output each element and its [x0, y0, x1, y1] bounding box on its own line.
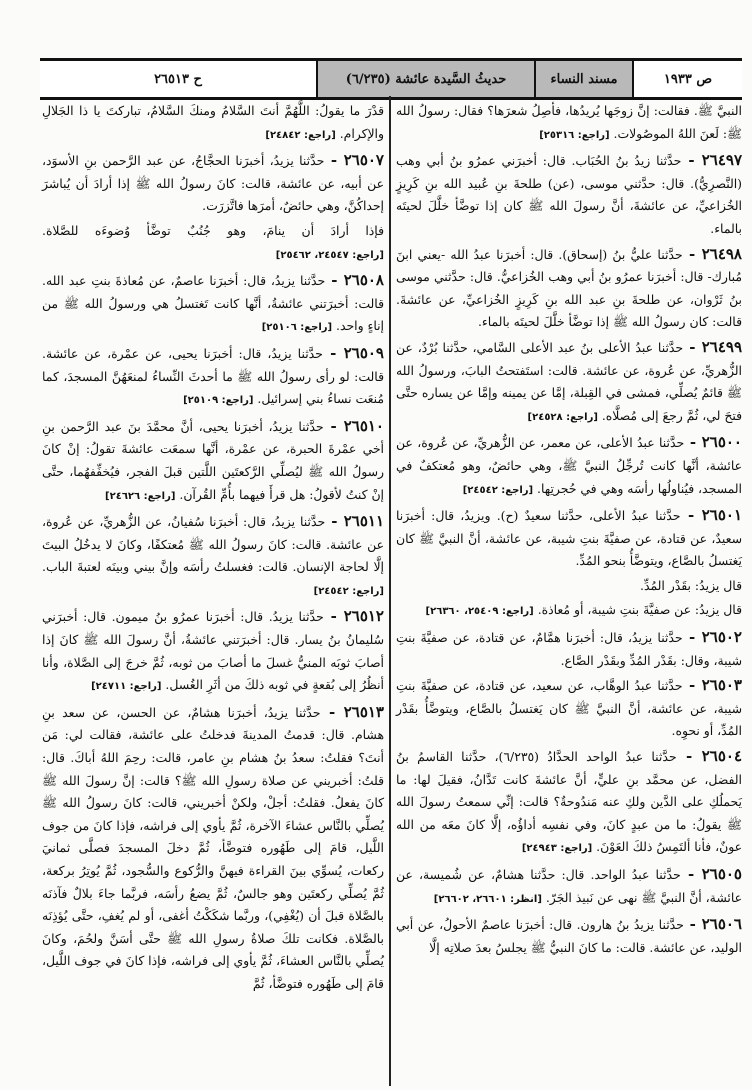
- hadith-entry: [396, 575, 742, 598]
- hadith-entry: [42, 415, 384, 508]
- column-divider: [389, 96, 391, 1086]
- hadith-text: حدَّثنا يزيدُ بنُ هارون. قال: أخبرَنا عاصمٌ الأحولُ، عن أبي الوليد، عن عائشة. قالت: ما كانَ النبيُّ ﷺ يجلسُ بعدَ صلاتِه إلَّا: [396, 917, 742, 955]
- page-number: ص ١٩٣٣: [632, 61, 742, 97]
- hadith-number: ٢٦٥٠٠ -: [684, 433, 742, 452]
- hadith-entry: [42, 342, 384, 413]
- hadith-entry: [396, 674, 742, 743]
- hadith-number: ٢٦٥٠٣ -: [682, 676, 742, 695]
- hadith-text: حدَّثنا عبدُ الأعلى، عن معمر، عن الزُّهريِّ، عن عُروة، عن عائشة، أنَّها كانت تُرجِّلُ النبيَّ ﷺ، وهي حائضٌ، وهو مُعتكفٌ في المسجد، فيُناولُها رأسَه وهي في حُجرتِها.: [396, 435, 742, 496]
- cross-reference: [انظر: ٢٦٦٠١، ٢٦٦٠٢]: [433, 893, 542, 905]
- hadith-number: ٢٦٥١٢ -: [323, 607, 384, 626]
- hadith-text: حدَّثنا يزيدُ، قال: أخبرَنا عاصمٌ، عن مُعاذةَ بنتِ عبد الله. قالت: أخبرَتني عائشةُ، أنَّها كانت تَغتسلُ هي ورسولُ الله ﷺ من إناءٍ واحد.: [42, 273, 384, 334]
- hadith-entry: [42, 220, 384, 267]
- hadith-entry: [396, 626, 742, 672]
- hadith-number: ٢٦٤٩٨ -: [682, 244, 742, 263]
- hadith-number: ٢٦٥٠٤ -: [676, 747, 743, 766]
- hadith-text: حدَّثنا يزيدُ. قال: أخبرَنا عمرُو بنُ ميمون. قال: أخبرَني سُليمانُ بنُ يسار. قال: أخبرَتني عائشةُ، أنَّ رسولَ الله ﷺ كانَ إذا أصابَ ثوبَه المنيُّ غسلَ ما أصابَ من ثوبه، ثُمَّ خرجَ إلى الصَّلاة، وأنا أنظُرُ إلى بُقعةٍ في ثوبه ذلكَ من أثَرِ الغُسل.: [42, 609, 384, 693]
- section-title: حديثُ السَّيدة عائشة (٦/٢٣٥): [316, 61, 534, 97]
- hadith-entry: [396, 745, 742, 861]
- cross-reference: [راجع: ٢٥١٠٩]: [183, 395, 254, 407]
- hadith-number: ٢٦٤٩٧ -: [681, 151, 743, 170]
- left-column: [42, 98, 384, 996]
- hadith-entry: [396, 913, 742, 959]
- hadith-text: حدَّثنا يزيدُ، قال: أخبرَنا سُفيانُ، عن الزُّهريِّ، عن عُروة، عن عائشة. قالت: كانَ رسولُ الله ﷺ مُعتكفًا، وكانَ لا يدخُلُ البيتَ إلَّا لحاجة الإنسان. قالت: فغسلتُ رأسَه وإنَّ بيني وبينَه لعتبةَ الباب.: [42, 514, 384, 575]
- hadith-entry: [396, 863, 742, 911]
- cross-reference: [راجع: ٢٤٧١١]: [91, 681, 162, 693]
- hadith-entry: [396, 504, 742, 573]
- hadith-entry: [396, 243, 742, 334]
- hadith-entry: [396, 599, 742, 624]
- hadith-text: حدَّثنا يزيدُ، قال: أخبرَنا يحيى، عن عمْرة، عن عائشة. قالت: لو رأى رسولُ الله ﷺ ما أحدثَ النِّساءُ لمنعَهُنَّ المسجدَ، كما مُنعَت نساءُ بني إسرائيل.: [42, 345, 384, 407]
- hadith-text: قدْرَ ما يقولُ: اللَّهُمَّ أنتَ السَّلامُ ومنكَ السَّلامُ، تباركتَ يا ذا الجَلالِ والإكرام.: [42, 103, 384, 141]
- book-title: مسند النساء: [534, 61, 632, 97]
- cross-reference: [راجع: ٢٤٩٤٣]: [521, 843, 593, 855]
- hadith-range: ح ٢٦٥١٣: [40, 61, 316, 97]
- hadith-entry: [42, 510, 384, 603]
- hadith-text: حدَّثنا زيدُ بنُ الحُبَاب. قال: أخبرَني عمرُو بنُ أبي وهب (النَّصرِيُّ). قال: حدَّثني موسى، (عن) طلحةَ بنِ عُبيد الله بنِ كَرِيزٍ الخُزاعيِّ، عن عائشةَ، أنَّ رسولَ الله ﷺ كان إذا توضَّأ خلَّلَ لحيتَه بالماء.: [396, 153, 742, 236]
- hadith-text: النبيَّ ﷺ. فقالت: إنَّ زوجَها يُريدُها، فأصِلُ شعرَها؟ فقال: رسولُ الله ﷺ: لَعنَ اللهُ الموصُولات.: [396, 103, 742, 141]
- hadith-text: حدَّثنا عبدُ الأعلى بنُ عبد الأعلى السَّامي، حدَّثنا بُرْدٌ، عن الزُّهريِّ، عن عُروة، عن عائشة. قالت: استَفتحتُ البابَ، ورسولُ الله ﷺ قائمٌ يُصلِّي، فمشى في القِبلة، إمَّا عن يمينه وإمَّا عن يساره حتَّى فتحَ لي، ثُمَّ رجعَ إلى مُصلَّاه.: [396, 339, 742, 423]
- hadith-text: حدَّثنا عبدُ الواحد الحدَّادُ (٦/٢٣٥)، حدَّثنا القاسمُ بنُ الفضل، عن محمَّد بنِ عليٍّ، أنَّ عائشةَ كانت تَدَّانُ، فقيلَ لها: ما يَحملُكِ على الدَّين ولكِ عنه مَندُوحةٌ؟ قالت: إنِّي سمعتُ رسولَ الله ﷺ يقولُ: ما من عبدٍ كانَ، وفي نفسِه أداؤُه، إلَّا كانَ معَه من الله عونٌ، فأنا ألتَمِسُ ذلكَ العَوْنَ.: [396, 749, 742, 855]
- hadith-number: ٢٦٥١١ -: [325, 512, 385, 531]
- cross-reference: [راجع: ٢٥٣١٦]: [539, 129, 610, 141]
- hadith-text: فإذا أرادَ أن ينامَ، وهو جُنُبٌ توضَّأ وُضوءَه للصَّلاة.: [42, 222, 384, 238]
- hadith-text: حدَّثنا يزيدُ، أخبرَنا يحيى، أنَّ محمَّدَ بنَ عبد الرَّحمن بنِ أخي عمْرةَ الحبرة، عن عمْرة، أنَّها سمعَت عائشةَ تقولُ: إنْ كانَ رسولُ الله ﷺ ليُصلِّي الرَّكعتَين اللَّتين قبلَ الفجر، فيُخفِّفهُما، حتَّى إنْ كنتُ لأقولُ: هل قرأَ فيهما بأُمِّ القُرآن.: [42, 418, 384, 502]
- hadith-number: ٢٦٥١٠ -: [323, 416, 384, 435]
- hadith-entry: [396, 100, 742, 147]
- hadith-text: حدَّثنا عليُّ بنُ (إسحاق). قال: أخبرَنا عبدُ الله -يعني ابنَ مُبارك- قال: أخبرَنا عمرُو بنُ أبي وهب الخُزاعيُّ. قال: حدَّثني موسى بنُ ثَرْوان، عن طلحةَ بنِ عبد الله بنِ كَرِيزٍ الخُزاعيِّ، عن عائشةَ. قالت: كان رسولُ الله ﷺ إذا توضَّأ خلَّلَ لحيتَه بالماء.: [396, 246, 742, 330]
- hadith-entry: [42, 605, 384, 698]
- cross-reference: [راجع: ٢٤٥٤٢]: [313, 585, 384, 597]
- hadith-entry: [42, 149, 384, 218]
- hadith-text: قال يزيدُ: بقَدْر المُدِّ.: [640, 577, 742, 593]
- hadith-number: ٢٦٥٠٦ -: [683, 915, 742, 934]
- hadith-text: حدَّثنا يزيدُ، أخبرَنا الحجَّاجُ، عن عبد الرَّحمن بنِ الأسوَد، عن أبيه، عن عائشة، قالت: كانَ رسولُ الله ﷺ إذا أرادَ أن يُباشرَ إحداكُنَّ، وهي حائضٌ، أمرَها فاتَّزرَت.: [42, 153, 384, 214]
- hadith-text: حدَّثنا عبدُ الوهَّاب، عن سعيد، عن قتادة، عن صفيَّةَ بنتِ شيبة، عن عائشة، أنَّ النبيَّ ﷺ كان يَغتسلُ بالصَّاع، ويتوضَّأُ بقَدْر المُدِّ، أو نحوِه.: [396, 678, 742, 739]
- cross-reference: [راجع: ٢٤٥٢٨]: [527, 411, 598, 423]
- cross-reference: [راجع: ٢٤٨٤٢]: [265, 129, 336, 141]
- cross-reference: [راجع: ٢٤٥٤٧، ٢٥٤٦٢]: [275, 249, 384, 261]
- hadith-number: ٢٦٥٠٢ -: [682, 628, 742, 647]
- cross-reference: [راجع: ٢٤٦٢٦]: [105, 490, 176, 502]
- hadith-entry: [396, 149, 742, 240]
- hadith-entry: [42, 269, 384, 340]
- hadith-number: ٢٦٥١٣ -: [320, 702, 384, 721]
- hadith-number: ٢٦٤٩٩ -: [683, 337, 743, 356]
- hadith-text: حدَّثنا يزيدُ، أخبرَنا هشامٌ، عن الحسن، عن سعد بنِ هشام. قال: قدمتُ المدينةَ فدخلتُ على عائشة، فقالت لي: مَن أنتَ؟ فقلتُ: سعدُ بنُ هشام بنِ عامر، قالت: رحِمَ اللهُ أباكَ. قال: قلتُ: أخبريني عن صلاة رسولِ الله ﷺ؟ قالت: إنَّ رسولَ الله ﷺ كانَ يفعلُ. فقلتُ: أجلْ، ولكنْ أخبريني، قالت: كانَ رسولُ الله ﷺ يُصلِّي بالنَّاس عشاءَ الآخرة، ثُمَّ يأوي إلى فراشه، فإذا كانَ من جوف اللَّيل، قامَ إلى طَهُوره فتوضَّأ، ثُمَّ دخلَ المسجدَ فصلَّى ثمانيَ ركعات، يُسوِّي بينَ القراءة فيهنَّ والرُّكوع والسُّجود، ثُمَّ يُوتِرُ بركعة، ثُمَّ يُصلِّي ركعتَين وهو جالسٌ، ثُمَّ يضعُ رأسَه، فربَّما جاءَ بلالٌ فآذنَه بالصَّلاة قبلَ أن (يُغْفِي)، وربَّما شكَكْتُ أغفى، أو لم يُغفِ، حتَّى يُؤذِنَه بالصَّلاة. فكانت تلكَ صلاةُ رسولِ الله ﷺ حتَّى أسَنَّ ولحُمَ، وكانَ يُصلِّي بالنَّاس العشاءَ، ثُمَّ يأوي إلى فراشه، فإذا كانَ في جوف اللَّيل، قامَ إلى طَهُوره فتوضَّأ، ثُمَّ: [42, 704, 384, 991]
- hadith-number: ٢٦٥٠٨ -: [325, 271, 384, 290]
- hadith-entry: [42, 100, 384, 147]
- hadith-text: حدَّثنا يزيدُ، قال: أخبرَنا همَّامٌ، عن قتادة، عن صفيَّةَ بنتِ شيبة، وقال: بقَدْر المُدِّ وبقَدْر الصَّاع.: [396, 630, 742, 668]
- right-column: [396, 98, 742, 959]
- hadith-number: ٢٦٥٠٥ -: [680, 865, 742, 883]
- page-header: [40, 58, 742, 100]
- hadith-text: حدَّثنا عبدُ الأعلى، حدَّثنا سعيدٌ (ح). ويزيدُ، قال: أخبرَنا سعيدٌ، عن قتادة، عن صفيَّةَ بنتِ شيبة، عن عائشة، أنَّ النبيَّ ﷺ كان يَغتسلُ بالصَّاع، ويتوضَّأُ بنحو المُدِّ.: [396, 508, 742, 569]
- hadith-number: ٢٦٥٠١ -: [680, 506, 743, 525]
- hadith-number: ٢٦٥٠٩ -: [322, 343, 384, 362]
- hadith-entry: [396, 431, 742, 502]
- hadith-text: حدَّثنا عبدُ الواحد. قال: حدَّثنا هشامٌ، عن شُميسة، عن عائشة، أنَّ النبيَّ ﷺ نهى عن نَبيذ الجَرّ.: [396, 867, 742, 905]
- hadith-entry: [42, 701, 384, 996]
- hadith-text: قال يزيدُ: عن صفيَّةَ بنتِ شيبة، أو مُعاذة.: [533, 602, 742, 618]
- cross-reference: [راجع: ٢٥١٠٦]: [261, 322, 333, 334]
- cross-reference: [راجع: ٢٤٥٤٢]: [462, 484, 534, 496]
- hadith-number: ٢٦٥٠٧ -: [324, 151, 384, 170]
- hadith-entry: [396, 336, 742, 429]
- cross-reference: [راجع: ٢٥٤٠٩، ٢٦٣٦٠]: [425, 606, 534, 618]
